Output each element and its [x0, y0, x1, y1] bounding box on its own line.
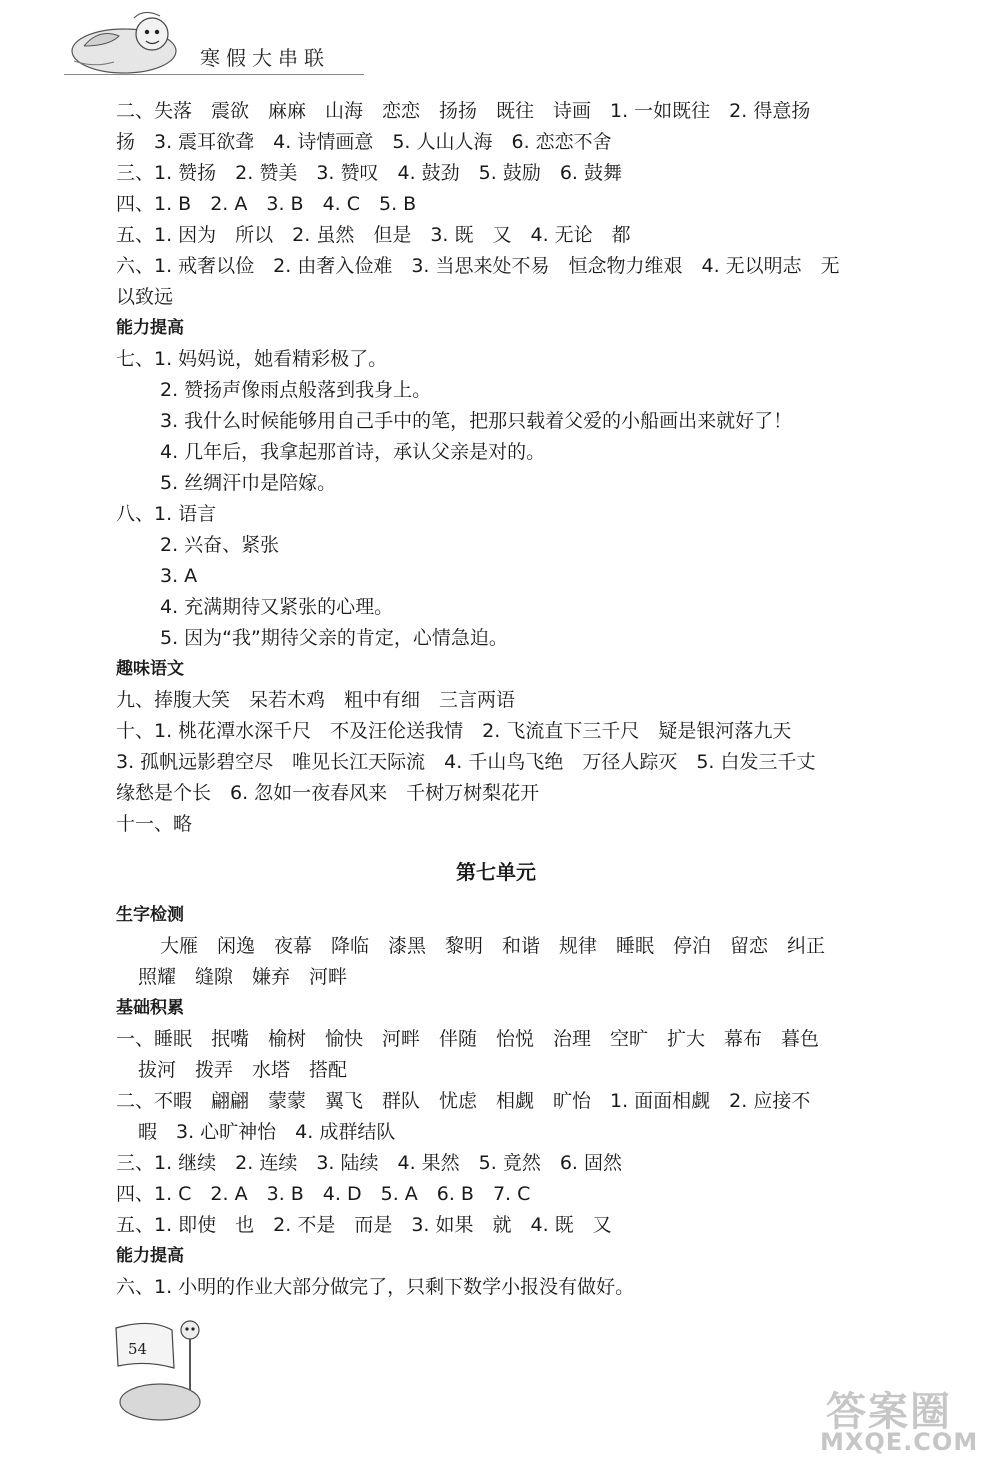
- answer-line: 照耀 缝隙 嫌弃 河畔: [138, 966, 348, 988]
- answer-line: 以致远: [116, 286, 174, 308]
- answer-line: 5. 丝绸汗巾是陪嫁。: [160, 472, 337, 494]
- answer-line: 六、1. 小明的作业大部分做完了，只剩下数学小报没有做好。: [116, 1276, 635, 1298]
- answer-line: 六、1. 戒奢以俭 2. 由奢入俭难 3. 当思来处不易 恒念物力维艰 4. 无以明志 无: [116, 255, 840, 277]
- answer-line: 二、不暇 翩翩 蒙蒙 翼飞 群队 忧虑 相觑 旷怡 1. 面面相觑 2. 应接不: [116, 1090, 811, 1112]
- unit-title: 第七单元: [456, 860, 536, 884]
- section-heading: 生字检测: [116, 905, 184, 925]
- answer-line: 五、1. 即使 也 2. 不是 而是 3. 如果 就 4. 既 又: [116, 1214, 612, 1236]
- answer-line: 七、1. 妈妈说，她看精彩极了。: [116, 348, 388, 370]
- answer-line: 扬 3. 震耳欲聋 4. 诗情画意 5. 人山人海 6. 恋恋不舍: [116, 131, 612, 153]
- answer-line: 三、1. 赞扬 2. 赞美 3. 赞叹 4. 鼓劲 5. 鼓励 6. 鼓舞: [116, 162, 623, 184]
- answer-line: 一、睡眠 抿嘴 榆树 愉快 河畔 伴随 怡悦 治理 空旷 扩大 幕布 暮色: [116, 1028, 820, 1050]
- series-title: 寒假大串联: [200, 46, 330, 70]
- answer-line: 十一、略: [116, 813, 193, 835]
- page-header: [64, 6, 374, 84]
- section-heading: 能力提高: [116, 318, 184, 338]
- answer-line: 九、捧腹大笑 呆若木鸡 粗中有细 三言两语: [116, 689, 516, 711]
- watermark: [800, 1380, 990, 1455]
- answer-line: 四、1. B 2. A 3. B 4. C 5. B: [116, 193, 417, 215]
- answer-line: 拔河 拨弄 水塔 搭配: [138, 1059, 348, 1081]
- answer-line: 2. 赞扬声像雨点般落到我身上。: [160, 379, 432, 401]
- answer-line: 2. 兴奋、紧张: [160, 534, 280, 556]
- answer-line: 4. 几年后，我拿起那首诗，承认父亲是对的。: [160, 441, 546, 463]
- page-number: 54: [128, 1340, 148, 1358]
- answer-line: 缘愁是个长 6. 忽如一夜春风来 千树万树梨花开: [116, 782, 540, 804]
- watermark-logo: 答案圈: [826, 1389, 952, 1435]
- cartoon-character-illustration: [110, 1310, 210, 1425]
- answer-line: 大雁 闲逸 夜幕 降临 漆黑 黎明 和谐 规律 睡眠 停泊 留恋 纠正: [160, 935, 826, 957]
- answer-line: 5. 因为“我”期待父亲的肯定，心情急迫。: [160, 627, 508, 649]
- answer-line: 3. 孤帆远影碧空尽 唯见长江天际流 4. 千山鸟飞绝 万径人踪灭 5. 白发三千丈: [116, 751, 816, 773]
- answer-line: 3. A: [160, 565, 198, 587]
- watermark-url: MXQE.COM: [820, 1428, 979, 1456]
- answer-line: 二、失落 震欲 麻麻 山海 恋恋 扬扬 既往 诗画 1. 一如既往 2. 得意扬: [116, 100, 811, 122]
- answer-content: [116, 96, 916, 1303]
- answer-line: 八、1. 语言: [116, 503, 217, 525]
- section-heading: 能力提高: [116, 1246, 184, 1266]
- answer-line: 五、1. 因为 所以 2. 虽然 但是 3. 既 又 4. 无论 都: [116, 224, 631, 246]
- cartoon-character-illustration: [64, 6, 194, 84]
- header-divider: [64, 74, 364, 75]
- answer-line: 4. 充满期待又紧张的心理。: [160, 596, 394, 618]
- section-heading: 趣味语文: [116, 659, 184, 679]
- answer-line: 十、1. 桃花潭水深千尺 不及汪伦送我情 2. 飞流直下三千尺 疑是银河落九天: [116, 720, 792, 742]
- answer-line: 3. 我什么时候能够用自己手中的笔，把那只载着父爱的小船画出来就好了！: [160, 410, 793, 432]
- answer-line: 四、1. C 2. A 3. B 4. D 5. A 6. B 7. C: [116, 1183, 531, 1205]
- answer-line: 暇 3. 心旷神怡 4. 成群结队: [138, 1121, 396, 1143]
- section-heading: 基础积累: [116, 998, 184, 1018]
- answer-line: 三、1. 继续 2. 连续 3. 陆续 4. 果然 5. 竟然 6. 固然: [116, 1152, 623, 1174]
